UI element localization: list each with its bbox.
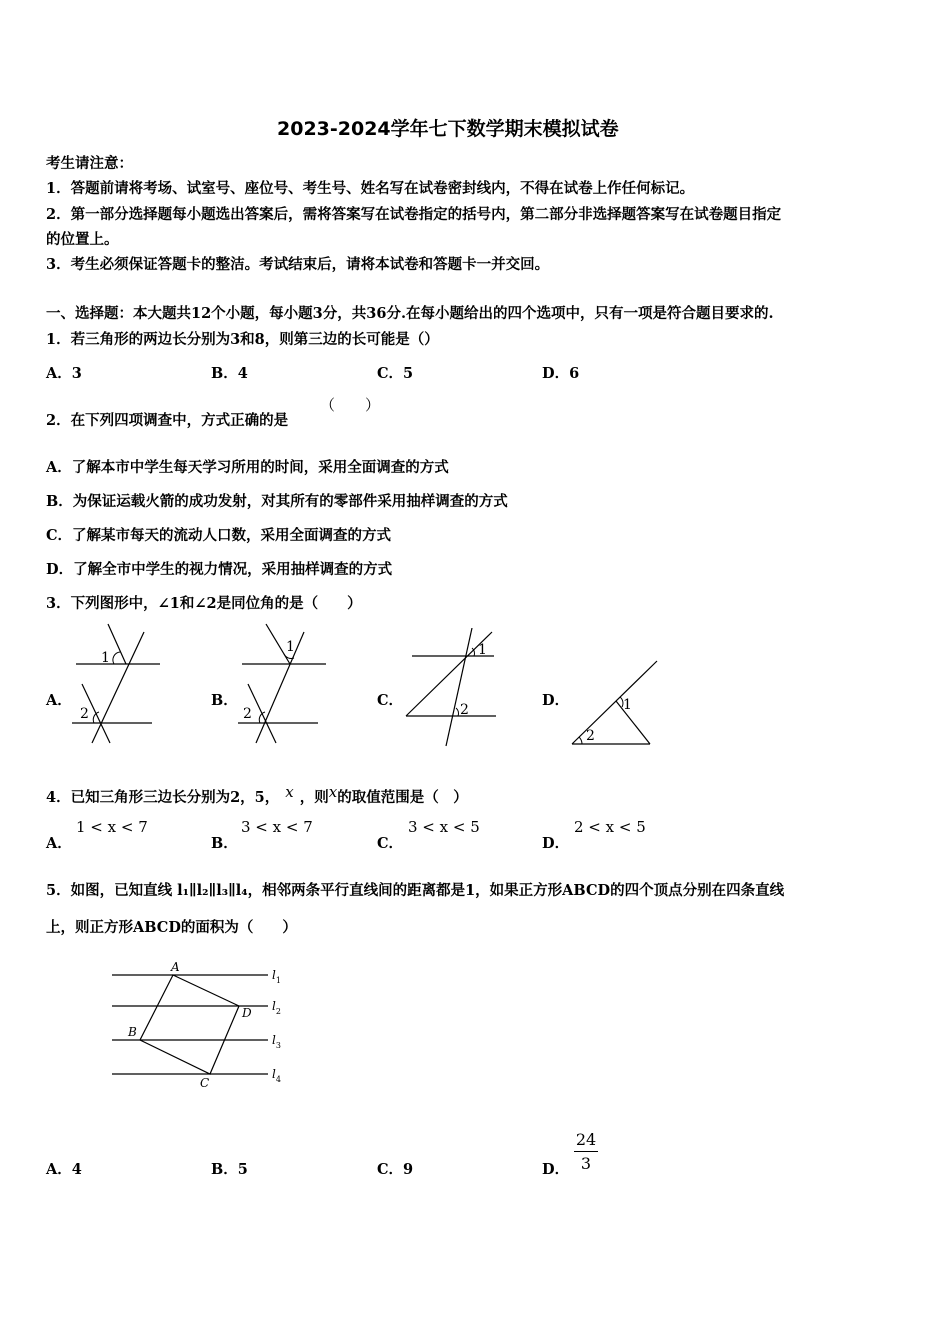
point-d-label: D [242, 1006, 252, 1020]
question-5-stem: 5．如图，已知直线 l₁∥l₂∥l₃∥l₄，相邻两条平行直线间的距离都是1，如果正方形ABCD的四个顶点分别在四条直线 [46, 882, 785, 899]
line-l2-label: $l_2$ [272, 999, 281, 1016]
angle-1-label: 1 [478, 642, 487, 658]
q1-option-d: D．6 [542, 365, 580, 382]
q5-figure [108, 958, 308, 1093]
q3-figure-c [400, 628, 500, 748]
question-5-stem-line2: 上，则正方形ABCD的面积为（ ） [46, 919, 297, 936]
q1-option-a: A．3 [46, 365, 82, 382]
notice-item: 的位置上。 [46, 231, 119, 248]
point-b-label: B [128, 1025, 137, 1039]
q3-figure-a [70, 618, 160, 748]
angle-2-label: 2 [243, 706, 252, 722]
notice-heading: 考生请注意： [46, 155, 133, 172]
fraction-numerator: 24 [575, 1130, 597, 1149]
notice-item: 3．考生必须保证答题卡的整洁。考试结束后，请将本试卷和答题卡一并交回。 [46, 256, 550, 273]
q4-option-b-label: B． [211, 835, 238, 852]
q2-option-b: B．为保证运载火箭的成功发射，对其所有的零部件采用抽样调查的方式 [46, 493, 508, 510]
q2-option-c: C．了解某市每天的流动人口数，采用全面调查的方式 [46, 527, 392, 544]
q4-variable: x [285, 783, 294, 801]
question-1-stem: 1．若三角形的两边长分别为3和8，则第三边的长可能是（） [46, 331, 439, 348]
q4-option-c-label: C． [377, 835, 404, 852]
fraction-bar [574, 1151, 598, 1152]
q3-option-b-label: B． [211, 692, 238, 709]
q3-figure-b [236, 618, 326, 748]
angle-2-label: 2 [460, 702, 469, 718]
notice-item: 2．第一部分选择题每小题选出答案后，需将答案写在试卷指定的括号内，第二部分非选择题答案写在试卷题目指定 [46, 206, 782, 223]
question-4-stem [46, 783, 468, 807]
point-c-label: C [200, 1076, 210, 1090]
q1-option-c: C．5 [377, 365, 414, 382]
q4-stem-part: 的取值范围是（ ） [337, 789, 468, 806]
question-3-stem: 3．下列图形中，∠1和∠2是同位角的是（ ） [46, 595, 362, 612]
question-2-bracket: （ ） [320, 396, 381, 414]
angle-1-label: 1 [101, 650, 110, 666]
point-a-label: A [171, 960, 180, 974]
q5-option-d-fraction [574, 1130, 598, 1173]
q3-option-d-label: D． [542, 692, 570, 709]
q2-option-d: D．了解全市中学生的视力情况，采用抽样调查的方式 [46, 561, 393, 578]
q4-stem-part: 4．已知三角形三边长分别为2，5， [46, 789, 280, 806]
page-title: 2023-2024学年七下数学期末模拟试卷 [277, 118, 619, 140]
line-l3-label: $l_3$ [272, 1033, 281, 1050]
line-l4-label: $l_4$ [272, 1067, 281, 1084]
line-l1-label: $l_1$ [272, 968, 281, 985]
q4-variable: x [328, 783, 338, 801]
q4-option-b: 3 < x < 7 [241, 818, 313, 836]
q4-option-a: 1 < x < 7 [76, 818, 148, 836]
q3-figure-d [568, 655, 662, 750]
q3-option-c-label: C． [377, 692, 404, 709]
q5-option-a: A．4 [46, 1161, 82, 1178]
q4-option-c: 3 < x < 5 [408, 818, 480, 836]
angle-1-label: 1 [623, 697, 632, 713]
q4-stem-part: ，则 [299, 789, 329, 806]
q2-option-a: A．了解本市中学生每天学习所用的时间，采用全面调查的方式 [46, 459, 449, 476]
angle-2-label: 2 [80, 706, 89, 722]
q4-option-d: 2 < x < 5 [574, 818, 646, 836]
angle-2-label: 2 [586, 728, 595, 744]
q5-option-b: B．5 [211, 1161, 248, 1178]
q4-option-d-label: D． [542, 835, 570, 852]
fraction-denominator: 3 [580, 1154, 592, 1173]
question-2-stem: 2．在下列四项调查中，方式正确的是 [46, 412, 289, 429]
section-heading: 一、选择题：本大题共12个小题，每小题3分，共36分.在每小题给出的四个选项中，只有一项是符合题目要求的. [46, 305, 774, 322]
q4-option-a-label: A． [46, 835, 72, 852]
q3-option-a-label: A． [46, 692, 72, 709]
q5-option-d-label: D． [542, 1161, 570, 1178]
q1-option-b: B．4 [211, 365, 248, 382]
q5-option-c: C．9 [377, 1161, 414, 1178]
notice-item: 1．答题前请将考场、试室号、座位号、考生号、姓名写在试卷密封线内，不得在试卷上作任何标记。 [46, 180, 695, 197]
angle-1-label: 1 [286, 639, 295, 655]
